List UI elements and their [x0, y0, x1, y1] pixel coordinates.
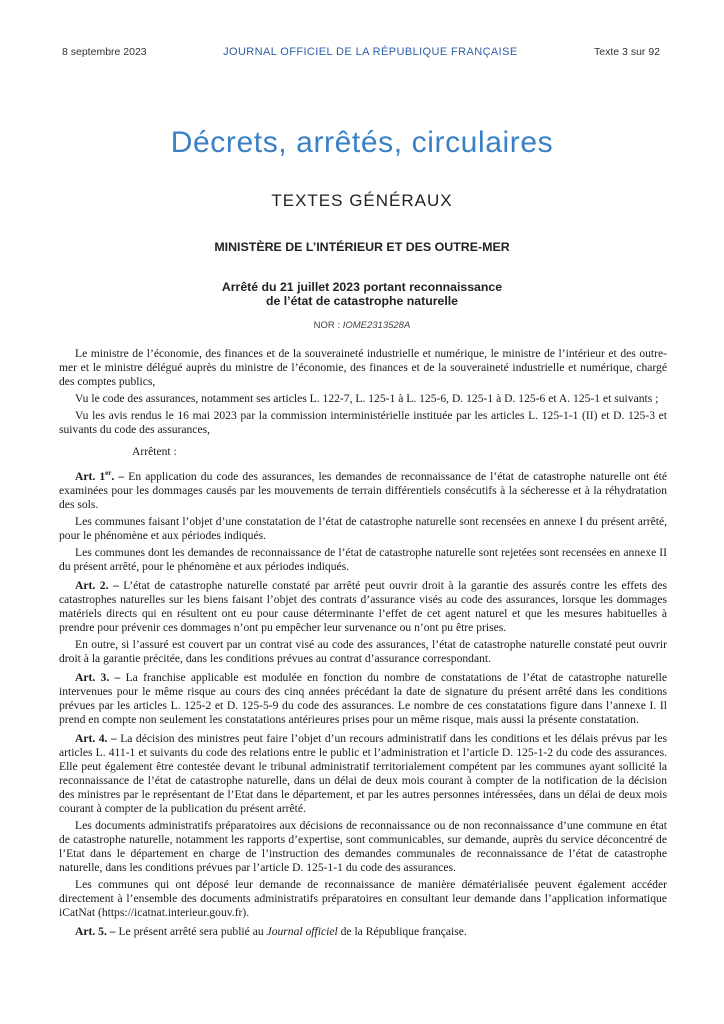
- article-1-annex-i: Les communes faisant l’objet d’une constatation de l’état de catastrophe naturelle sont recensées en annexe I du présent arrêté, pour le phénomène et aux périodes indiqués.: [59, 514, 667, 542]
- nor-code: IOME2313528A: [342, 320, 411, 331]
- arrete-title: [0, 280, 724, 308]
- arrete-title-line-2: de l’état de catastrophe naturelle: [265, 294, 459, 308]
- arrete-title-line-1: Arrêté du 21 juillet 2023 portant reconnaissance: [221, 280, 503, 294]
- article-5-paragraph: Art. 5. – Le présent arrêté sera publié au Journal officiel de la République française.: [75, 924, 467, 938]
- article-4-paragraph-2: Les documents administratifs préparatoires aux décisions de reconnaissance ou de non reconnaissance d’une commune en état de catastrophe naturelle, notamment les rapports d’expertise, sont communicables, sur demande, auprès du service déconcentré de l’Etat dans le département en charge de l’instruction des demandes communales de reconnaissance de l’état de catastrophe naturelle, dans les conditions prévues par l’article D. 125-1-1 du code des assurances.: [59, 818, 667, 874]
- article-3-label: Art. 3. –: [75, 670, 121, 684]
- article-1-label: Art. 1er. –: [75, 469, 125, 483]
- journal-officiel-italic: Journal officiel: [266, 924, 338, 938]
- nor-label: NOR :: [313, 320, 343, 331]
- article-3-paragraph: Art. 3. – La franchise applicable est modulée en fonction du nombre de constatations de l’état de catastrophe naturelle intervenues pour le même risque au cours des cinq années précédant la date de signature du présent arrêté dans les conditions prévues par les articles L. 125-2 et D. 125-5-9 du code des assurances. Le nombre de ces constatations figure dans l’annexe I. Il prend en compte non seulement les constatations antérieures prises pour un même risque, mais aussi la présente constatation.: [59, 670, 667, 726]
- article-2-paragraph-2: En outre, si l’assuré est couvert par un contrat visé au code des assurances, l’état de catastrophe naturelle constaté peut ouvrir droit à la garantie précitée, dans les conditions prévues au contrat d’assurance correspondant.: [59, 637, 667, 665]
- preamble-ministers: Le ministre de l’économie, des finances et de la souveraineté industrielle et numérique, le ministre de l’intérieur et des outre-mer et le ministre délégué auprès du ministre de l’économie, des finances et de la souveraineté industrielle et numérique, chargé des comptes publics,: [59, 347, 667, 388]
- ministry-name: MINISTÈRE DE L’INTÉRIEUR ET DES OUTRE-MER: [214, 240, 510, 254]
- section-title: Décrets, arrêtés, circulaires: [170, 126, 554, 159]
- page-number: Texte 3 sur 92: [594, 46, 660, 58]
- page-header: [62, 46, 660, 58]
- article-1-paragraph: Art. 1er. – En application du code des assurances, les demandes de reconnaissance de l’état de catastrophe naturelle ont été examinées pour les dommages causés par les mouvements de terrain différentiels consécutifs à la sécheresse et à la réhydratation des sols.: [59, 469, 667, 511]
- preamble-vu-code: Vu le code des assurances, notamment ses articles L. 122-7, L. 125-1 à L. 125-6, D. 125-1 à D. 125-6 et A. 125-1 et suivants ;: [75, 392, 659, 405]
- article-1-annex-ii: Les communes dont les demandes de reconnaissance de l’état de catastrophe naturelle sont rejetées sont recensées en annexe II du présent arrêté, pour le phénomène et aux périodes indiqués.: [59, 545, 667, 573]
- journal-name: JOURNAL OFFICIEL DE LA RÉPUBLIQUE FRANÇAISE: [223, 46, 518, 58]
- article-2-label: Art. 2. –: [75, 578, 119, 592]
- article-4-label: Art. 4. –: [75, 731, 117, 745]
- article-4-paragraph: Art. 4. – La décision des ministres peut faire l’objet d’un recours administratif dans les conditions et les délais prévus par les articles L. 411-1 et suivants du code des relations entre le public et l’administration et l’article D. 125-1-2 du code des assurances. Elle peut également être contestée devant le tribunal administratif territorialement compétent par les communes ayant sollicité la reconnaissance de l’état de catastrophe naturelle, dans un délai de deux mois courant à compter de la notification de la décision des ministres par le représentant de l’Etat dans le département, et par les autres personnes intéressées, dans un délai de deux mois courant à compter de la publication du présent arrêté.: [59, 731, 667, 815]
- nor-reference: [0, 320, 724, 331]
- article-4-paragraph-3: Les communes qui ont déposé leur demande de reconnaissance de manière dématérialisée peuvent également accéder directement à l’ensemble des documents administratifs préparatoires en consultant leur demande dans l’application informatique iCatNat (https://icatnat.interieur.gouv.fr).: [59, 877, 667, 919]
- document-body: [59, 347, 667, 942]
- publication-date: 8 septembre 2023: [62, 46, 147, 58]
- article-2-paragraph: Art. 2. – L’état de catastrophe naturelle constaté par arrêté peut ouvrir droit à la garantie des assurés contre les effets des catastrophes naturelles sur les biens faisant l’objet des contrats d’assurance visés au code des assurances, lorsque les dommages matériels directs qui en résultent ont eu pour cause déterminante l’effet de cet agent naturel et que les mesures habituelles à prendre pour prévenir ces dommages n’ont pu empêcher leur survenance ou n’ont pu être prises.: [59, 578, 667, 634]
- arretent-heading: Arrêtent :: [132, 445, 177, 458]
- article-5-label: Art. 5. –: [75, 924, 116, 938]
- preamble-vu-avis: Vu les avis rendus le 16 mai 2023 par la commission interministérielle instituée par les articles L. 125-1-1 (II) et D. 125-3 et suivants du code des assurances,: [59, 409, 667, 436]
- section-subtitle: TEXTES GÉNÉRAUX: [271, 191, 453, 210]
